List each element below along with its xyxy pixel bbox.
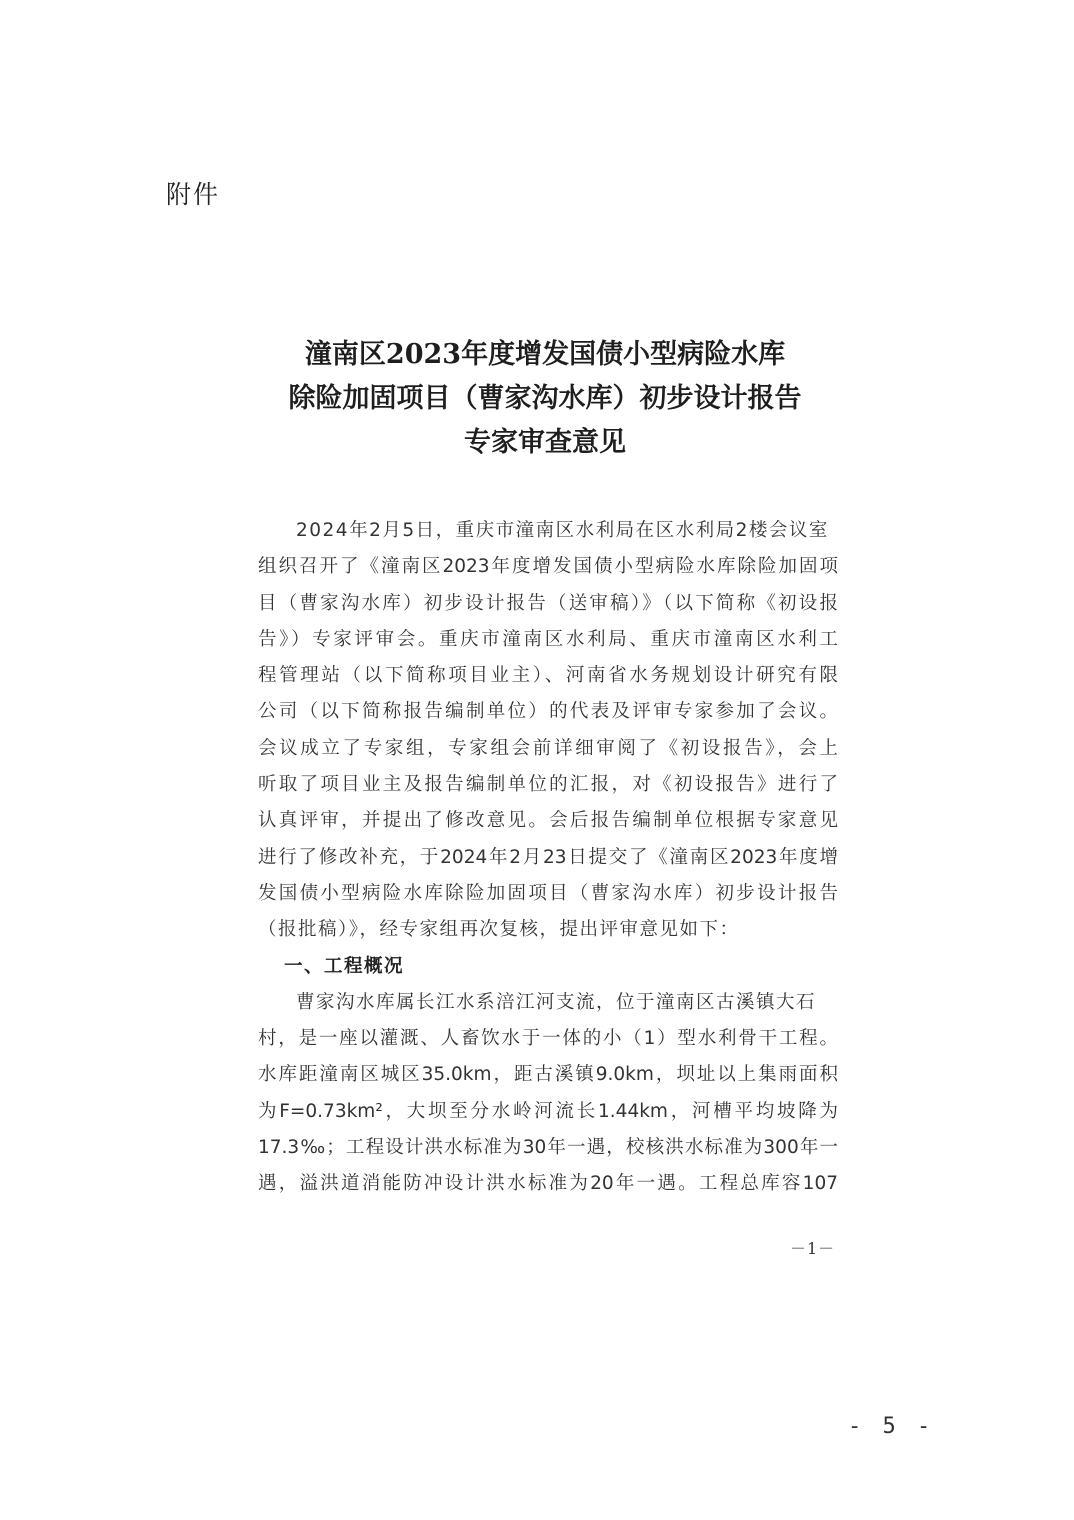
- document-title: [220, 333, 870, 465]
- section-line: 17.3‰；工程设计洪水标准为30年一遇，校核洪水标准为300年一: [258, 1137, 838, 1159]
- outer-page-number: - 5 -: [848, 1414, 935, 1439]
- body-line: 目（曹家沟水库）初步设计报告（送审稿）》（以下简称《初设报: [258, 592, 838, 614]
- title-line-1: 潼南区2023年度增发国债小型病险水库: [304, 339, 786, 370]
- title-line-3: 专家审查意见: [464, 427, 626, 458]
- body-line: 发国债小型病险水库除险加固项目（曹家沟水库）初步设计报告: [258, 882, 838, 904]
- section-line: 村，是一座以灌溉、人畜饮水于一体的小（1）型水利骨干工程。: [258, 1028, 838, 1050]
- section-line: 为F=0.73km²，大坝至分水岭河流长1.44km，河槽平均坡降为: [258, 1100, 838, 1122]
- body-line: 进行了修改补充，于2024年2月23日提交了《潼南区2023年度增: [258, 846, 838, 868]
- body-line: 告》）专家评审会。重庆市潼南区水利局、重庆市潼南区水利工: [258, 628, 838, 650]
- body-line: 认真评审，并提出了修改意见。会后报告编制单位根据专家意见: [258, 810, 838, 832]
- section-line: 水库距潼南区城区35.0km，距古溪镇9.0km，坝址以上集雨面积: [258, 1064, 838, 1086]
- body-line: 听取了项目业主及报告编制单位的汇报，对《初设报告》进行了: [258, 774, 838, 796]
- body-line: 会议成立了专家组，专家组会前详细审阅了《初设报告》，会上: [258, 737, 838, 759]
- section-line: 遇，溢洪道消能防冲设计洪水标准为20年一遇。工程总库容107: [258, 1173, 838, 1195]
- section-heading: 一、工程概况: [284, 955, 405, 977]
- attachment-label: 附件: [166, 180, 221, 209]
- body-line: 2024年2月5日，重庆市潼南区水利局在区水利局2楼会议室: [296, 520, 829, 541]
- body-line: 公司（以下简称报告编制单位）的代表及评审专家参加了会议。: [258, 701, 838, 723]
- body-line: （报批稿）》，经专家组再次复核，提出评审意见如下：: [258, 919, 740, 941]
- section-line: 曹家沟水库属长江水系涪江河支流，位于潼南区古溪镇大石: [296, 991, 817, 1013]
- title-line-2: 除险加固项目（曹家沟水库）初步设计报告: [288, 383, 802, 414]
- document-body: [258, 513, 838, 1203]
- body-line: 组织召开了《潼南区2023年度增发国债小型病险水库除险加固项: [258, 556, 838, 578]
- inner-page-number: －1－: [790, 1239, 836, 1258]
- body-line: 程管理站（以下简称项目业主）、河南省水务规划设计研究有限: [258, 665, 838, 687]
